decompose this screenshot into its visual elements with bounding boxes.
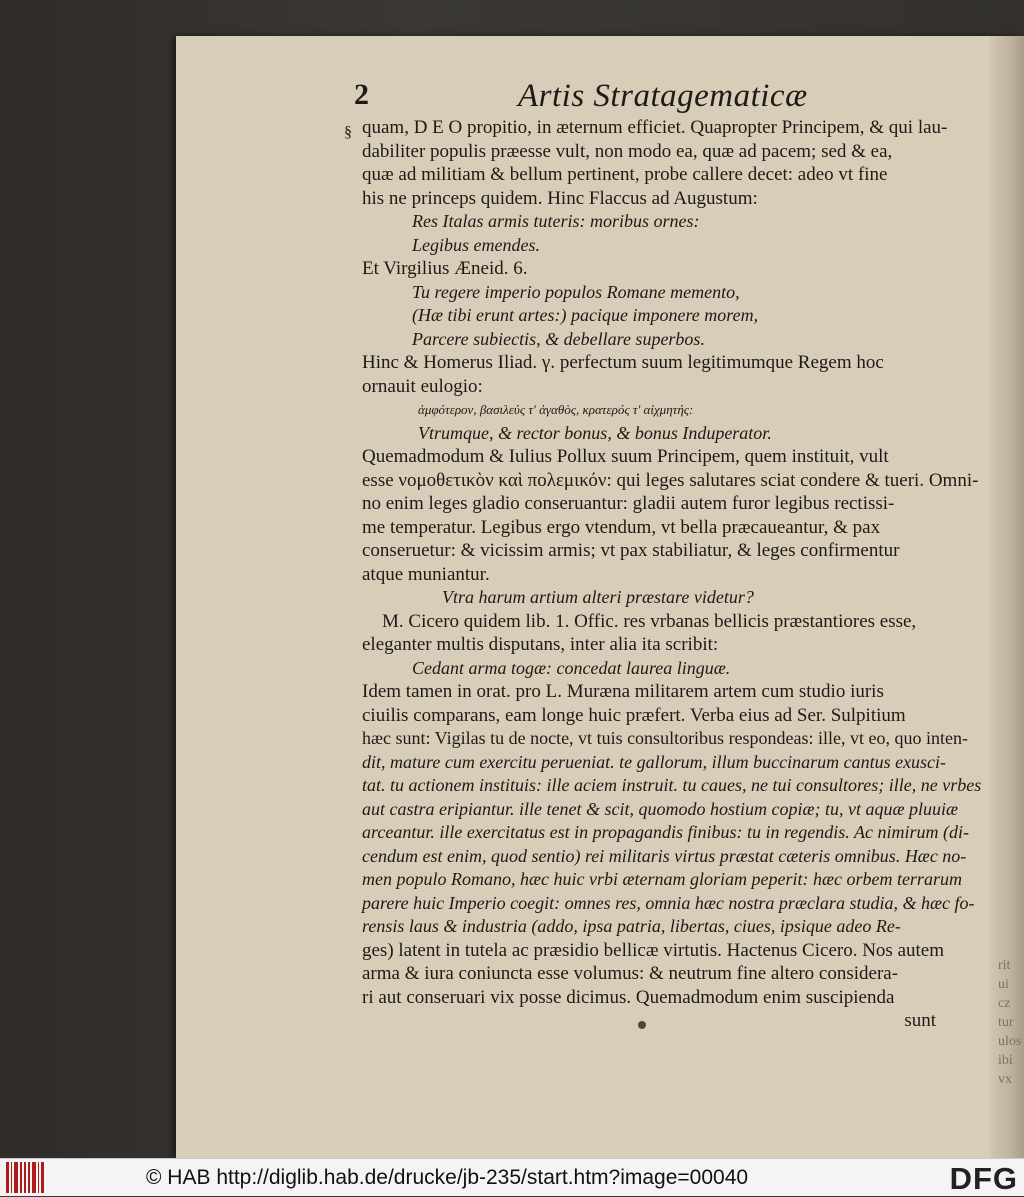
quote-line: dit, mature cum exercitu perueniat. te gallorum, illum buccinarum cantus exusci- (362, 751, 947, 772)
quote-line: cendum est enim, quod sentio) rei militaris virtus præstat cæteris omnibus. Hæc no- (362, 845, 967, 866)
text-line: his ne princeps quidem. Hinc Flaccus ad Augustum: (362, 187, 758, 209)
body-text (362, 116, 982, 1033)
text-line: esse νομοθετικὸν καὶ πολεμικόν: qui leges salutares sciat condere & tueri. Omni- (362, 469, 979, 491)
edge-fragment: cz (998, 996, 1011, 1011)
credit-link[interactable]: © HAB http://diglib.hab.de/drucke/jb-235/start.htm?image=00040 (146, 1166, 749, 1189)
text-line: Et Virgilius Æneid. 6. (362, 258, 528, 279)
verse-line: Res Italas armis tuteris: moribus ornes: (412, 211, 700, 231)
page-number: 2 (354, 78, 369, 111)
text-line: eleganter multis disputans, inter alia ita scribit: (362, 634, 719, 655)
quote-line: tat. tu actionem instituis: ille aciem instruit. tu caues, ne tui consultores; ille, ne vrbes (362, 775, 982, 795)
edge-fragment: tur (998, 1015, 1014, 1030)
text-line: conseruetur: & vicissim armis; vt pax stabiliatur, & leges confirmentur (362, 540, 900, 561)
catchword: sunt (904, 1010, 936, 1031)
text-line: Idem tamen in orat. pro L. Muræna militarem artem cum studio iuris (362, 681, 884, 702)
edge-fragment: ulos (998, 1034, 1022, 1049)
verse-line: (Hæ tibi erunt artes:) pacique imponere morem, (412, 305, 759, 325)
text-line: no enim leges gladio conseruantur: gladii autem furor legibus rectissi- (362, 493, 895, 514)
page-header (176, 78, 1024, 118)
text-line: hæc sunt: Vigilas tu de nocte, vt tuis consultoribus respondeas: ille, vt eo, quo inten- (362, 728, 969, 748)
facing-page-edge (990, 36, 1024, 1158)
footer-bar (0, 1158, 1024, 1196)
text-line: arma & iura coniuncta esse volumus: & neutrum fine altero considera- (362, 963, 899, 984)
verse-line: Vtrumque, & rector bonus, & bonus Induperator. (418, 422, 772, 443)
verse-line: Cedant arma togæ: concedat laurea linguæ. (412, 657, 731, 678)
quote-line: arceantur. ille exercitatus est in propagandis finibus: tu in regendis. Ac nimirum (di- (362, 822, 969, 842)
verse-line: Tu regere imperio populos Romane memento, (412, 281, 740, 302)
text-line: ornauit eulogio: (362, 375, 483, 397)
text-line: quam, D E O propitio, in æternum efficiet. Quapropter Principem, & qui lau- (362, 117, 948, 138)
section-question: Vtra harum artium alteri præstare videtur? (442, 587, 754, 607)
verse-line: Legibus emendes. (412, 234, 540, 255)
quote-line: parere huic Imperio coegit: omnes res, omnia hæc nostra præclara studia, & hæc fo- (362, 892, 975, 913)
quote-line: rensis laus & industria (addo, ipsa patria, libertas, ciues, ipsique adeo Re- (362, 916, 901, 936)
text-line: me temperatur. Legibus ergo vtendum, vt bella præcaueantur, & pax (362, 516, 881, 538)
text-line: atque muniantur. (362, 563, 490, 585)
edge-fragment: vx (998, 1072, 1012, 1087)
quote-line: men populo Romano, hæc huic vrbi æternam gloriam peperit: hæc orbem terrarum (362, 869, 962, 889)
text-line: dabiliter populis præesse vult, non modo ea, quæ ad pacem; sed & ea, (362, 140, 893, 162)
edge-fragment: ibi (998, 1053, 1013, 1068)
text-line: ciuilis comparans, eam longe huic præfert. Verba eius ad Ser. Sulpitium (362, 704, 906, 726)
running-head: Artis Stratagematicæ (518, 78, 808, 114)
edge-fragment: ui (998, 977, 1009, 992)
hab-barcode-icon (6, 1162, 44, 1193)
text-line: ges) latent in tutela ac præsidio bellicæ virtutis. Hactenus Cicero. Nos autem (362, 939, 944, 961)
verse-line: Parcere subiectis, & debellare superbos. (412, 328, 705, 349)
dfg-logo: DFG (949, 1161, 1018, 1196)
edge-text (998, 956, 1022, 1089)
greek-verse-line: ἀμφότερον, βασιλεύς τ' ἀγαθὸς, κρατερός τ' αἰχμητής: (418, 402, 694, 417)
book-page (176, 36, 1024, 1158)
text-line: M. Cicero quidem lib. 1. Offic. res vrbanas bellicis præstantiores esse, (382, 610, 917, 632)
text-line: Quemadmodum & Iulius Pollux suum Principem, quem instituit, vult (362, 446, 889, 467)
quote-line: aut castra eripiantur. ille tenet & scit, quomodo hostium copiæ; tu, vt aquæ pluuiæ (362, 798, 958, 819)
margin-mark: § (344, 124, 352, 141)
ink-dot (638, 1021, 646, 1029)
text-line: Hinc & Homerus Iliad. γ. perfectum suum legitimumque Regem hoc (362, 352, 884, 373)
edge-fragment: rit (998, 958, 1011, 973)
text-line: quæ ad militiam & bellum pertinent, probe callere decet: adeo vt fine (362, 164, 888, 185)
text-line: ri aut conseruari vix posse dicimus. Quemadmodum enim suscipienda (362, 986, 895, 1008)
